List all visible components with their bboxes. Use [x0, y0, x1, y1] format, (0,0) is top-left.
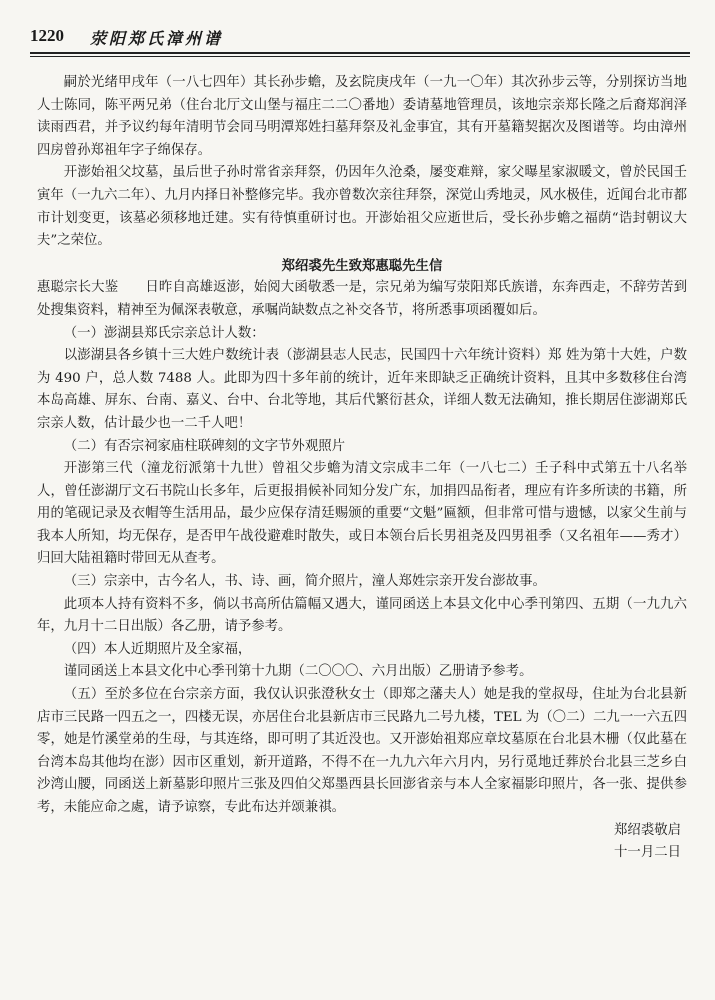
letter-item-heading: （一）澎湖县郑氏宗亲总计人数： — [63, 325, 265, 341]
paragraph: 嗣於光绪甲戌年（一八七四年）其长孙步蟾，及玄院庚戌年（一九一〇年）其次孙步云等，分别探访当地人士陈同，陈平两兄弟（住台北厅文山堡与福庄二二〇番地）委请墓地管理员，该地宗亲郑长隆之后裔郑润泽读雨西君，并予议约每年清明节会同马明潭郑姓扫墓拜祭及礼金事宜，其有开墓籍契据次及图谱等。均由漳州四房曾孙郑祖年字子绵保存。 — [37, 75, 687, 158]
letter-greeting: 惠聪宗长大鉴 日昨自高雄返澎，始阅大函敬悉一是，宗兄弟为编写荥阳郑氏族谱，东奔西走，不辞劳苦到处搜集资料，精神至为佩深表敬意，承嘱尚缺数点之补交各节，将所悉事项函覆如后。 — [37, 280, 687, 318]
letter-paragraph: （五）至於多位在台宗亲方面，我仅认识张澄秋女士（即郑之藩夫人）她是我的堂叔母，住址为台北县新店市三民路一四五之一，四楼无误，亦居住台北县新店市三民路九二号九楼，TEL 为（〇二）二九一一六五四零，她是竹溪堂弟的生母，与其连络，即可明了其近没也。又开澎始祖郑应章坟墓原在台北县木栅（仅此墓在台湾本岛其他均在澎）因市区重划，新开道路，不得不在一九九六年六月内，另行觅地迁葬於台北县三芝乡白沙湾山腰，同函送上新墓影印照片三张及四伯父郑墨西县长回澎省亲与本人全家福影印照片，各一张、提供参考，未能应命之處，请予谅察，专此布达并颂兼祺。 — [37, 687, 687, 815]
page-header — [30, 22, 690, 62]
letter-date: 十一月二日 — [614, 845, 681, 861]
letter-paragraph: 以澎湖县各乡镇十三大姓户数统计表（澎湖县志人民志，民国四十六年统计资料）郑 姓为第十大姓，户数为 490 户，总人数 7488 人。此即为四十多年前的统计，近年来即缺乏正确统计资料，且其中多数移住台湾本岛高雄、屏东、台南、嘉义、台中、台北等地，其后代繁衍甚众，详细人数无法确知，推长期居住澎湖郑氏宗亲人数，估计最少也一二千人吧！ — [37, 348, 687, 431]
letter-item-heading: （二）有否宗祠家庙柱联碑刻的文字节外观照片 — [63, 438, 345, 454]
letter-paragraph: 开澎第三代（潼龙衍派第十九世）曾祖父步蟾为清文宗成丰二年（一八七二）壬子科中式第五十八名举人，曾任澎湖厅文石书院山长多年，后更报捐候补同知分发广东，加捐四品衔者，理应有许多所读的书籍，所用的笔砚记录及衣帽等生活用品，最少应保存清廷赐颁的重要“文魁”匾额，但非常可惜与遗憾，以家父生前与我本人所知，均无保存，是否甲午战役避难时散失，或日本领台后长男祖尧及四男祖季（又名祖年——秀才）归回大陆祖籍时带回无从查考。 — [37, 461, 687, 567]
letter-signature: 郑绍裘敬启 — [614, 822, 681, 838]
header-rule-thin — [30, 56, 690, 57]
page-number: 1220 — [30, 26, 64, 45]
paragraph: 开澎始祖父坟墓，虽后世子孙时常省亲拜祭，仍因年久沧桑，屡变难辩，家父曝星家淑暖文，曾於民国壬寅年（一九六二年）、九月内择日补整修完毕。我亦曾数次亲往拜祭，深觉山秀地灵，风水极佳，近闻台北市都市计划变更，该墓必须移地迁建。实有待慎重研讨也。开澎始祖父应逝世后，受长孙步蟾之福荫“诰封朝议大夫”之荣位。 — [37, 165, 687, 249]
letter-paragraph: 此项本人持有资料不多，倘以书高所估篇幅又遇大，谨同函送上本县文化中心季刊第四、五期（一九九六年，九月十二日出版）各乙册，请予参考。 — [37, 596, 687, 635]
letter-title: 郑绍裘先生致郑惠聪先生信 — [281, 257, 443, 274]
letter-item-heading: （四）本人近期照片及全家福， — [63, 641, 252, 657]
header-rule — [30, 52, 690, 54]
letter-paragraph: 谨同函送上本县文化中心季刊第十九期（二〇〇〇、六月出版）乙册请予参考。 — [63, 664, 533, 680]
book-title: 荥阳郑氏漳州谱 — [90, 29, 224, 48]
letter-item-heading: （三）宗亲中，古今名人，书、诗、画，简介照片，潼人郑姓宗亲开发台澎故事。 — [63, 574, 546, 590]
page-body — [37, 72, 687, 865]
